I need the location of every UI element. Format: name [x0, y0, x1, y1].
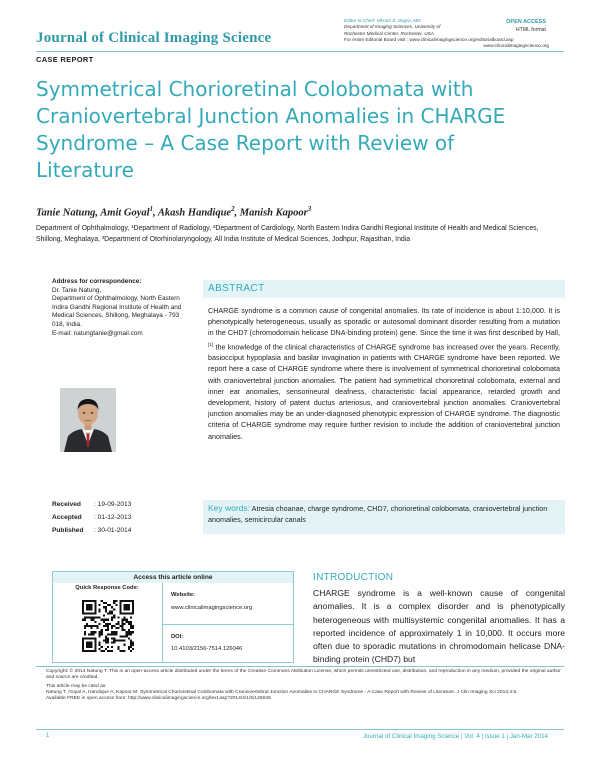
keywords-label: Key words:: [208, 503, 251, 513]
center-line: Rochester Medical Center, Rochester, USA: [344, 30, 434, 36]
date-value: : 01-12-2013: [94, 514, 132, 521]
author-affil-marker: 1: [149, 206, 153, 213]
abstract-body: [208, 305, 560, 442]
author-name: Amit Goyal: [98, 207, 150, 219]
author-name: Tanie Natung,: [36, 207, 99, 219]
article-title: Symmetrical Chorioretinal Colobomata with Craniovertebral Junction Anomalies in CHARGE Syndrome – A Case Report with Review of Literature: [36, 77, 506, 182]
footer-journal-info: Journal of Clinical Imaging Science | Vol. 4 | Issue 1 | Jan-Mar 2014: [362, 733, 548, 740]
correspondence-address: Department of Ophthalmology, North Eastern Indira Gandhi Regional Institute of Health and Medical Sciences, Shillong, Meghalaya - 793 018, India.: [52, 295, 182, 328]
date-label: Accepted: [52, 514, 82, 521]
publication-dates: [52, 498, 131, 537]
editorial-board-line[interactable]: For entire Editorial Board visit : www.clinicalimagingscience.org/editorialboard.asp: [344, 36, 514, 42]
header-rule: [36, 51, 564, 52]
footer-rule: [36, 729, 564, 730]
page-number: 1: [46, 733, 50, 739]
correspondence-block: [52, 278, 192, 338]
date-published: [52, 524, 131, 537]
article-type: CASE REPORT: [36, 55, 94, 64]
abstract-text-part: CHARGE syndrome is a common cause of congenital anomalies. Its rate of incidence is about 1:10,000. It is phenotypically heterogeneous, usually as sporadic or autosomal dominant disorder resulting from a mutation in the CHD7 (chromodomain helicase DNA-binding protein) gene. Since the time it was first described by Hall,: [208, 306, 560, 338]
date-label: Received: [52, 501, 81, 508]
website-link[interactable]: www.clinicalimagingscience.org: [171, 605, 253, 611]
introduction-heading: INTRODUCTION: [313, 572, 394, 583]
date-value: : 30-01-2014: [94, 527, 132, 534]
footnote-rule: [36, 666, 564, 667]
cite-label: This article may be cited as:: [46, 683, 107, 689]
correspondence-name: Dr. Tanie Natung,: [52, 286, 102, 294]
journal-url[interactable]: www.clinicalimagingscience.org: [483, 43, 549, 49]
html-format-label: HTML format: [515, 27, 546, 33]
date-accepted: [52, 511, 131, 524]
author-photo-illustration: [60, 388, 116, 452]
access-divider: [162, 624, 293, 625]
date-received: [52, 498, 131, 511]
access-heading: Access this article online: [53, 572, 293, 583]
editor-line: Editor-in-Chief: Vikram S. Dogra, MD: [344, 18, 421, 23]
abstract-text-part: the knowledge of the clinical characteristics of CHARGE syndrome has increased over the years. Recently, basiocciput hypoplasia and basilar invagination in patients with CHARGE syndrome have been reported. We report here a case of CHARGE syndrome where there is involvement of symmetrical chorioretinal colobomata with craniovertebral junction anomalies. The patient had symmetrical chorioretinal colobomata, external and inner ear anomalies, sensorineural deafness, characteristic facial appearance, retarded growth and development, history of patent ductus arteriosus, and craniovertebral junction anomalies. Craniovertebral junction anomalies may be an under-diagnosed phenotypic expression of CHARGE syndrome. The diagnostic criteria of CHARGE syndrome may require further revision to include the addition of craniovertebral junction anomalies.: [208, 342, 560, 441]
author-affil-marker: 2: [231, 206, 235, 213]
footnote: [46, 669, 564, 702]
qr-code-graphic: [82, 600, 134, 652]
copyright-notice: Copyright: © 2014 Natung T. This is an open-access article distributed under the terms of the Creative Commons Attribution License, which permits unrestricted use, distribution, and reproduction in any medium, provided the original author and source are credited.: [46, 669, 561, 681]
introduction-body: CHARGE syndrome is a well-known cause of congenital anomalies. It is a complex disorder and is phenotypically heterogeneous with multisystemic congenital anomalies. It has a reported incidence of approximately 1 in 10,000. It occurs more often due to sporadic mutations in chromodomain helicase DNA-binding protein (CHD7) but: [313, 588, 565, 665]
keywords: [208, 503, 560, 525]
access-divider: [162, 583, 163, 663]
qr-code[interactable]: [82, 600, 134, 652]
date-label: Published: [52, 527, 84, 534]
journal-title: Journal of Clinical Imaging Science: [36, 30, 272, 46]
citation: Natung T, Goyal A, Handique A, Kapoor M. Symmetrical Chorioretinal Colobomata with Craniovertebral Junction Anomalies in CHARGE Syndrome - A Case Report with Review of Literature. J Clin Imaging Sci 2014;4:5.: [46, 689, 518, 695]
available-link[interactable]: Available FREE in open access from: http://www.clinicalimagingscience.org/text.asp?2014/4/1/5/126046: [46, 696, 271, 702]
doi-link[interactable]: 10.4103/2156-7514.126046: [171, 646, 243, 652]
author-affil-marker: 3: [307, 206, 312, 213]
author-name: , Manish Kapoor: [234, 207, 308, 219]
qr-label: Quick Response Code:: [75, 585, 139, 591]
author-list: [36, 206, 311, 219]
doi-label: DOI:: [171, 634, 184, 640]
dept-line: Department of Imaging Sciences, University of: [344, 24, 441, 30]
author-photo: [60, 388, 116, 452]
correspondence-email[interactable]: E-mail: natungtanie@gmail.com: [52, 329, 143, 337]
correspondence-label: Address for correspondence:: [52, 278, 142, 285]
open-access-label: OPEN ACCESS: [506, 19, 546, 25]
author-name: , Akash Handique: [152, 207, 232, 219]
reference-marker[interactable]: [1]: [208, 341, 214, 347]
date-value: : 19-09-2013: [94, 501, 132, 508]
affiliations: Department of Ophthalmology, ¹Department of Radiology, ²Department of Cardiology, North Eastern Indira Gandhi Regional Institute of Health and Medical Sciences, Shillong, Meghalaya, ³Department of Otorhinolaryngology, All India Institute of Medical Sciences, Jodhpur, Rajasthan, India: [36, 225, 539, 243]
website-label: Website:: [171, 592, 196, 598]
keywords-text: Atresia choanae, charge syndrome, CHD7, chorioretinal colobomata, craniovertebral junction anomalies, semicircular canals: [208, 504, 548, 524]
abstract-heading: ABSTRACT: [208, 283, 265, 294]
